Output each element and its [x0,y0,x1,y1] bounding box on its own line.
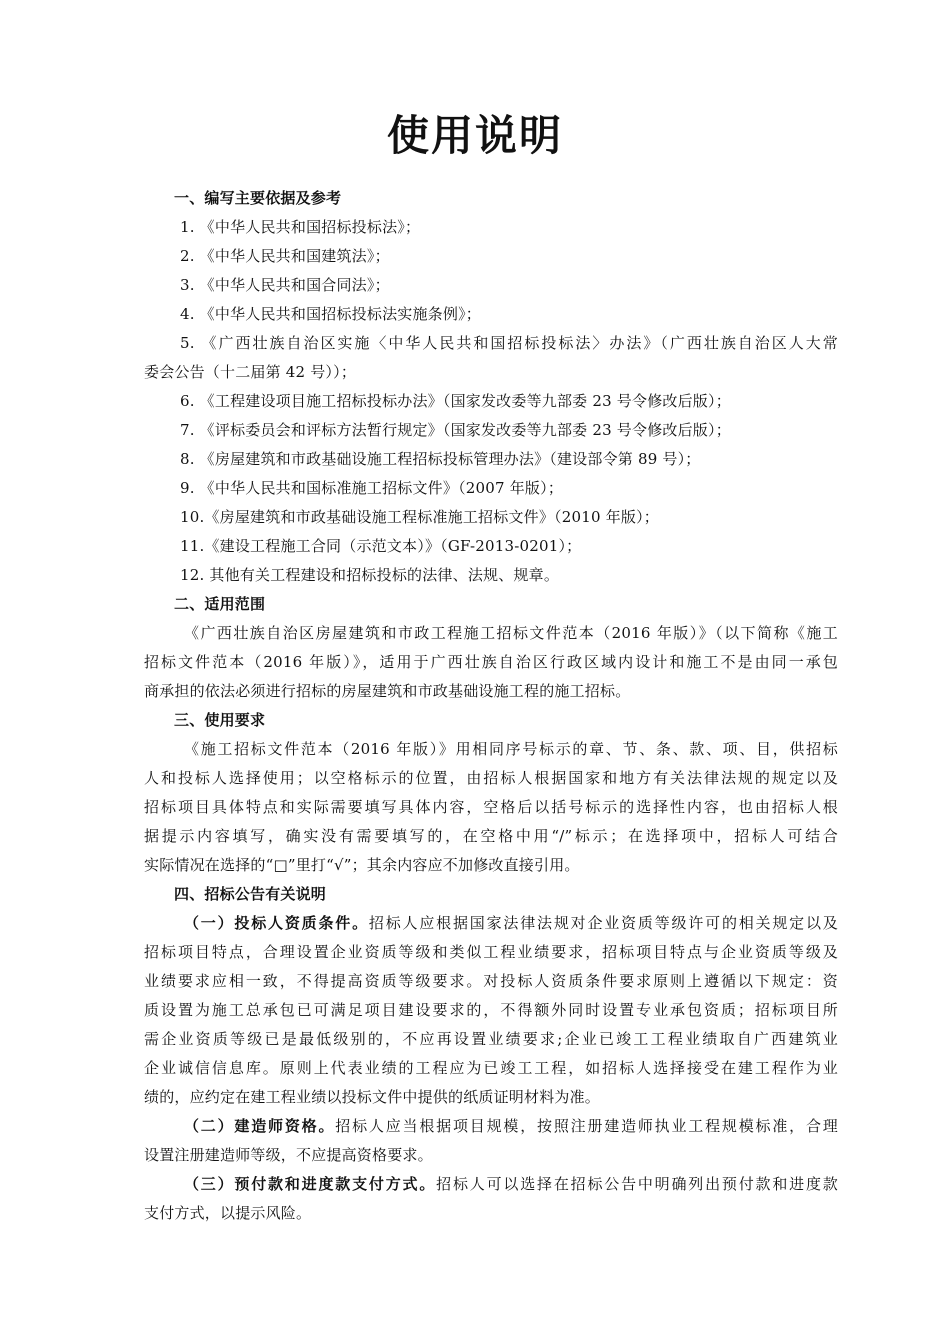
page-title: 使用说明 [386,111,563,160]
list-item-continuation: 委会公告（十二届第 42 号））； [144,363,357,381]
list-item: 1. 《中华人民共和国招标投标法》； [180,218,421,236]
document-body [144,184,838,1228]
paragraph-line: 实际情况在选择的“□”里打“√”；其余内容应不加修改直接引用。 [144,856,580,874]
subheading-constructor: （二）建造师资格。 [184,1117,336,1135]
paragraph-line: 据提示内容填写，确实没有需要填写的，在空格中用“/”标示；在选择项中，招标人可结合 [144,827,838,845]
list-item: 4. 《中华人民共和国招标投标法实施条例》； [180,305,481,323]
paragraph-text: 招标人应当根据项目规模，按照注册建造师执业工程规模标准，合理 [335,1117,838,1135]
list-item: 2. 《中华人民共和国建筑法》； [180,247,390,265]
subheading-payment: （三）预付款和进度款支付方式。 [184,1175,437,1193]
list-item: 12. 其他有关工程建设和招标投标的法律、法规、规章。 [180,566,560,584]
list-item: 5. 《广西壮族自治区实施〈中华人民共和国招标投标法〉办法》（广西壮族自治区人大常 [180,334,838,352]
paragraph-line: 招标项目特点，合理设置企业资质等级和类似工程业绩要求，招标项目特点与企业资质等级及 [144,943,838,961]
section-heading-notice: 四、招标公告有关说明 [174,885,327,903]
paragraph-line: 招标项目具体特点和实际需要填写具体内容，空格后以括号标示的选择性内容，也由招标人根 [144,798,838,816]
section-heading-basis: 一、编写主要依据及参考 [174,189,342,207]
paragraph-line: 商承担的依法必须进行招标的房屋建筑和市政基础设施工程的施工招标。 [144,682,631,700]
list-item: 8. 《房屋建筑和市政基础设施工程招标投标管理办法》（建设部令第 89 号）； [180,450,701,468]
paragraph-line: 《施工招标文件范本（2016 年版）》用相同序号标示的章、节、条、款、项、目，供招标 [184,740,838,758]
paragraph-line: 质设置为施工总承包已可满足项目建设要求的，不得额外同时设置专业承包资质；招标项目所 [144,1001,838,1019]
list-item: 10.《房屋建筑和市政基础设施工程标准施工招标文件》（2010 年版）； [180,508,659,526]
paragraph-line [144,909,838,938]
subheading-qualification: （一）投标人资质条件。 [184,914,369,932]
list-item: 9. 《中华人民共和国标准施工招标文件》（2007 年版）； [180,479,564,497]
list-item: 6. 《工程建设项目施工招标投标办法》（国家发改委等九部委 23 号令修改后版）； [180,392,731,410]
paragraph-line: 支付方式，以提示风险。 [144,1204,312,1222]
paragraph-line [144,1112,838,1141]
paragraph-text: 招标人应根据国家法律法规对企业资质等级许可的相关规定以及 [368,914,839,932]
section-heading-scope: 二、适用范围 [174,595,266,613]
paragraph-line: 企业诚信信息库。原则上代表业绩的工程应为已竣工工程，如招标人选择接受在建工程作为业 [144,1059,838,1077]
paragraph-line: 人和投标人选择使用；以空格标示的位置，由招标人根据国家和地方有关法律法规的规定以及 [144,769,838,787]
paragraph-text: 招标人可以选择在招标公告中明确列出预付款和进度款 [436,1175,838,1193]
paragraph-line: 招标文件范本（2016 年版）》，适用于广西壮族自治区行政区域内设计和施工不是由同一承包 [144,653,838,671]
paragraph-line: 业绩要求应相一致，不得提高资质等级要求。对投标人资质条件要求原则上遵循以下规定：资 [144,972,838,990]
paragraph-line: 设置注册建造师等级，不应提高资格要求。 [144,1146,433,1164]
paragraph-line: 绩的，应约定在建工程业绩以投标文件中提供的纸质证明材料为准。 [144,1088,601,1106]
section-heading-usage: 三、使用要求 [174,711,266,729]
list-item: 11.《建设工程施工合同（示范文本）》（GF-2013-0201）； [180,537,582,555]
list-item: 3. 《中华人民共和国合同法》； [180,276,390,294]
paragraph-line: 《广西壮族自治区房屋建筑和市政工程施工招标文件范本（2016 年版）》（以下简称《施工 [184,624,838,642]
paragraph-line [144,1170,838,1199]
list-item: 7. 《评标委员会和评标方法暂行规定》（国家发改委等九部委 23 号令修改后版）； [180,421,731,439]
paragraph-line: 需企业资质等级已是最低级别的，不应再设置业绩要求;企业已竣工工程业绩取自广西建筑业 [144,1030,838,1048]
